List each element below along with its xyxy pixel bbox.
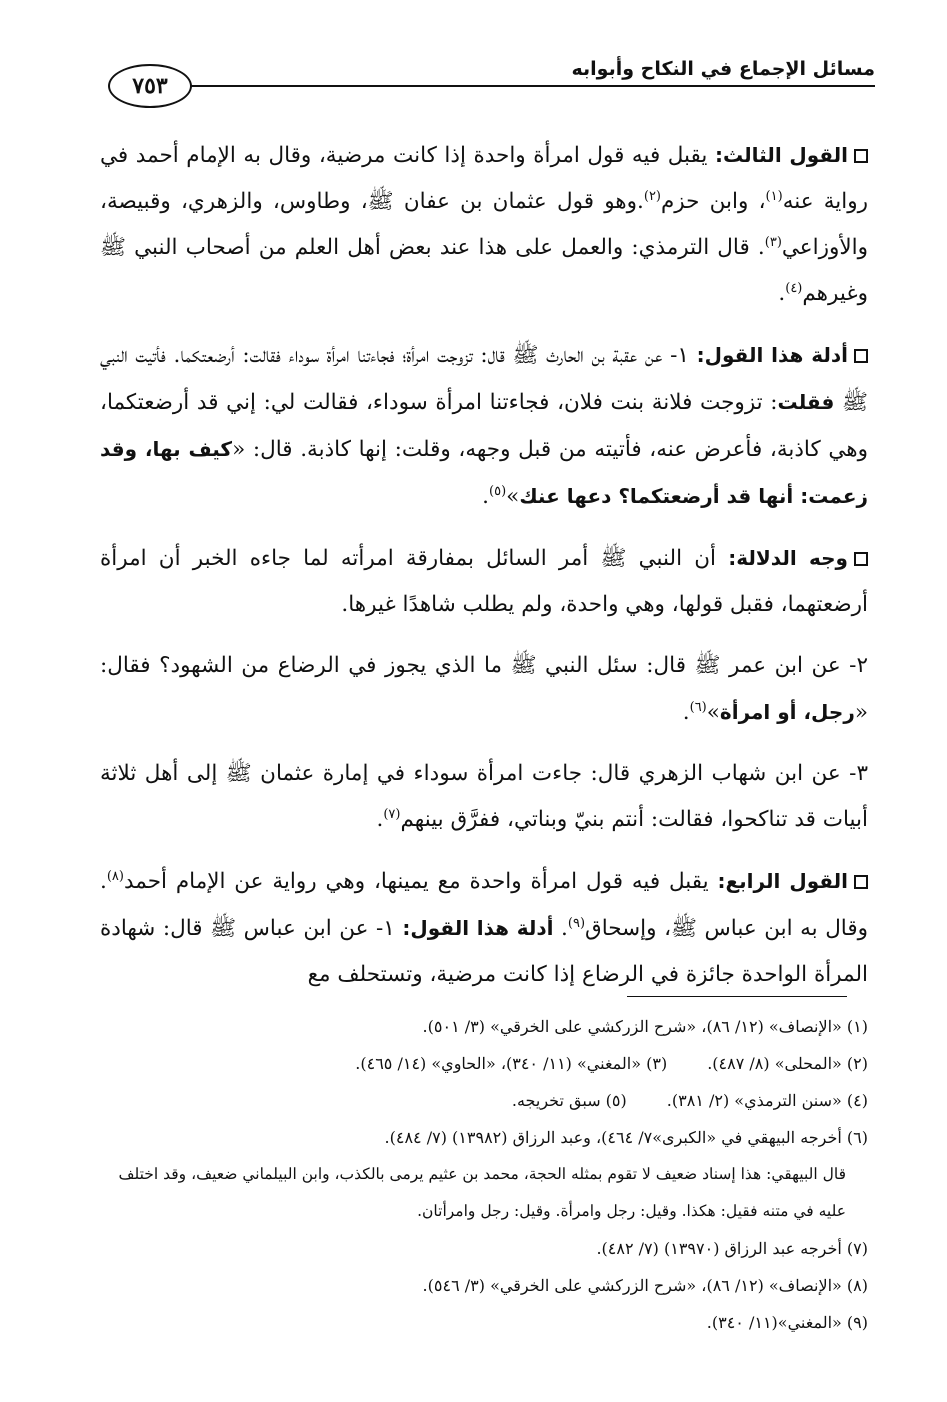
paragraph-text: » <box>706 700 720 725</box>
footnote-6: (٦) أخرجه البيهقي في «الكبرى»٧/ ٤٦٤)، وعبد الرزاق (١٣٩٨٢) (٧/ ٤٨٤). <box>384 1128 868 1147</box>
section-heading: وجه الدلالة: <box>728 546 848 570</box>
square-bullet-icon <box>854 349 868 363</box>
section-heading: القول الرابع: <box>717 869 848 893</box>
footnote-3: (٣) «المغني» (١١/ ٣٤٠)، «الحاوي» (١٤/ ٤٦٥). <box>355 1054 668 1073</box>
paragraph-text: . <box>482 484 490 509</box>
section-heading: القول الثالث: <box>714 143 848 167</box>
footnote-ref: (٣) <box>764 234 782 250</box>
page-number: ٧٥٣ <box>108 64 192 108</box>
paragraph-text: ٣- عن ابن شهاب الزهري قال: جاءت امرأة سوداء في إمارة عثمان ﷺ إلى أهل ثلاثة أبيات قد تناكحوا، فقالت: أنتم بنيّ وبناتي، ففرَّق بينهم <box>100 761 868 832</box>
paragraph-text: ، وابن حزم <box>661 189 766 214</box>
paragraph-text: . <box>778 281 786 306</box>
paragraph-text: أن النبي ﷺ أمر السائل بمفارقة امرأته لما جاءه الخبر أن امرأة أرضعتهما، فقبل قولها، وهي واحدة، ولم يطلب شاهدًا غيرها. <box>100 546 868 617</box>
paragraph-text: : تزوجت فلانة بنت فلان، فجاءتنا امرأة سوداء، فقالت لي: إني قد أرضعتكما، وهي كاذبة، فأعرض عنه، فأتيته من قبل وجهه، وقلت: إنها كاذبة. قال: « <box>100 390 868 462</box>
paragraph-evidence-3 <box>100 751 868 843</box>
footnote-ref: (٧) <box>383 806 401 822</box>
paragraph-text: ٢- عن ابن عمر ﷺ قال: سئل النبي ﷺ ما الذي يجوز في الرضاع من الشهود؟ فقال: « <box>100 653 868 725</box>
section-heading: أدلة هذا القول: <box>402 916 554 940</box>
paragraph-text: ١- عن ابن عباس ﷺ قال: شهادة المرأة الواحدة جائزة في الرضاع إذا كانت مرضية، وتستحلف مع <box>100 916 868 987</box>
paragraph-text: ١- عن عقبة بن الحارث ﷺ قال: تزوجت امرأة؛ فجاءتنا امرأة سوداء فقالت: أرضعتكما. فأتيت النبي ﷺ <box>100 343 868 415</box>
footnote-row <box>100 1045 868 1082</box>
footnote-7: (٧) أخرجه عبد الرزاق (١٣٩٧٠) (٧/ ٤٨٢). <box>596 1239 868 1258</box>
footnote-ref: (٩) <box>567 915 586 931</box>
footnote-1: (١) «الإنصاف» (١٢/ ٨٦)، «شرح الزركشي على الخرقي» (٣/ ٥٠١). <box>422 1017 868 1036</box>
paragraph-inference <box>100 535 868 628</box>
header-rule <box>190 85 875 87</box>
footnote-9: (٩) «المغني»(١١/ ٣٤٠). <box>706 1313 868 1332</box>
paragraph-evidence-2 <box>100 643 868 736</box>
paragraph-text: . <box>682 700 690 725</box>
footnote-6-note: قال البيهقي: هذا إسناد ضعيف لا تقوم بمثله الحجة، محمد بن عثيم يرمى بالكذب، وابن البيلماني ضعيف، وقد اختلف عليه في متنه فقيل: هكذا. وقيل: رجل وامرأة. وقيل: رجل وامرأتان. <box>118 1165 846 1220</box>
square-bullet-icon <box>854 552 868 566</box>
hadith-quote: كيف بها، وقد زعمت: أنها قد أرضعتكما؟ دعها عنك <box>100 437 868 508</box>
footnote-ref: (١) <box>765 188 783 204</box>
paragraph-fourth-opinion <box>100 858 868 998</box>
footnote-ref: (٥) <box>489 483 507 499</box>
main-text <box>100 132 868 1013</box>
square-bullet-icon <box>854 875 868 889</box>
paragraph-text: » <box>506 484 520 509</box>
footnote-5: (٥) سبق تخريجه. <box>511 1091 627 1110</box>
paragraph-third-opinion <box>100 132 868 317</box>
footnote-4: (٤) «سنن الترمذي» (٢/ ٣٨١). <box>666 1091 868 1110</box>
footnote-separator <box>627 996 847 997</box>
footnote-row <box>100 1082 868 1119</box>
paragraph-text: .وهو قول عثمان بن عفان ﷺ، وطاوس، والزهري، وقبيصة، والأوزاعي <box>100 189 868 260</box>
footnote-8: (٨) «الإنصاف» (١٢/ ٨٦)، «شرح الزركشي على الخرقي» (٣/ ٥٤٦). <box>422 1276 868 1295</box>
hadith-quote: رجل، أو امرأة <box>719 700 855 724</box>
paragraph-text: يقبل فيه قول امرأة واحدة إذا كانت مرضية، وقال به الإمام أحمد في رواية عنه <box>100 143 868 214</box>
footnote-ref: (٤) <box>785 280 803 296</box>
square-bullet-icon <box>854 149 868 163</box>
paragraph-text: . <box>376 807 384 832</box>
paragraph-text: . قال الترمذي: والعمل على هذا عند بعض أهل العلم من أصحاب النبي ﷺ وغيرهم <box>100 235 868 306</box>
section-heading: أدلة هذا القول: <box>696 343 849 367</box>
footnote-ref: (٦) <box>689 699 707 715</box>
footnote-2: (٢) «المحلى» (٨/ ٤٨٧). <box>707 1054 868 1073</box>
paragraph-text: يقبل فيه قول امرأة واحدة مع يمينها، وهي رواية عن الإمام أحمد <box>123 869 718 894</box>
paragraph-evidence <box>100 332 868 520</box>
footnote-ref: (٢) <box>643 188 661 204</box>
page-header <box>100 50 875 110</box>
running-title: مسائل الإجماع في النكاح وأبوابه <box>571 58 875 80</box>
footnotes <box>100 1008 868 1341</box>
paragraph-text: . وقال به ابن عباس ﷺ، وإسحاق <box>100 869 869 941</box>
paragraph-text: . <box>553 916 568 941</box>
footnote-ref: (٨) <box>106 868 124 884</box>
emphasized-text: فقلت <box>777 390 835 414</box>
